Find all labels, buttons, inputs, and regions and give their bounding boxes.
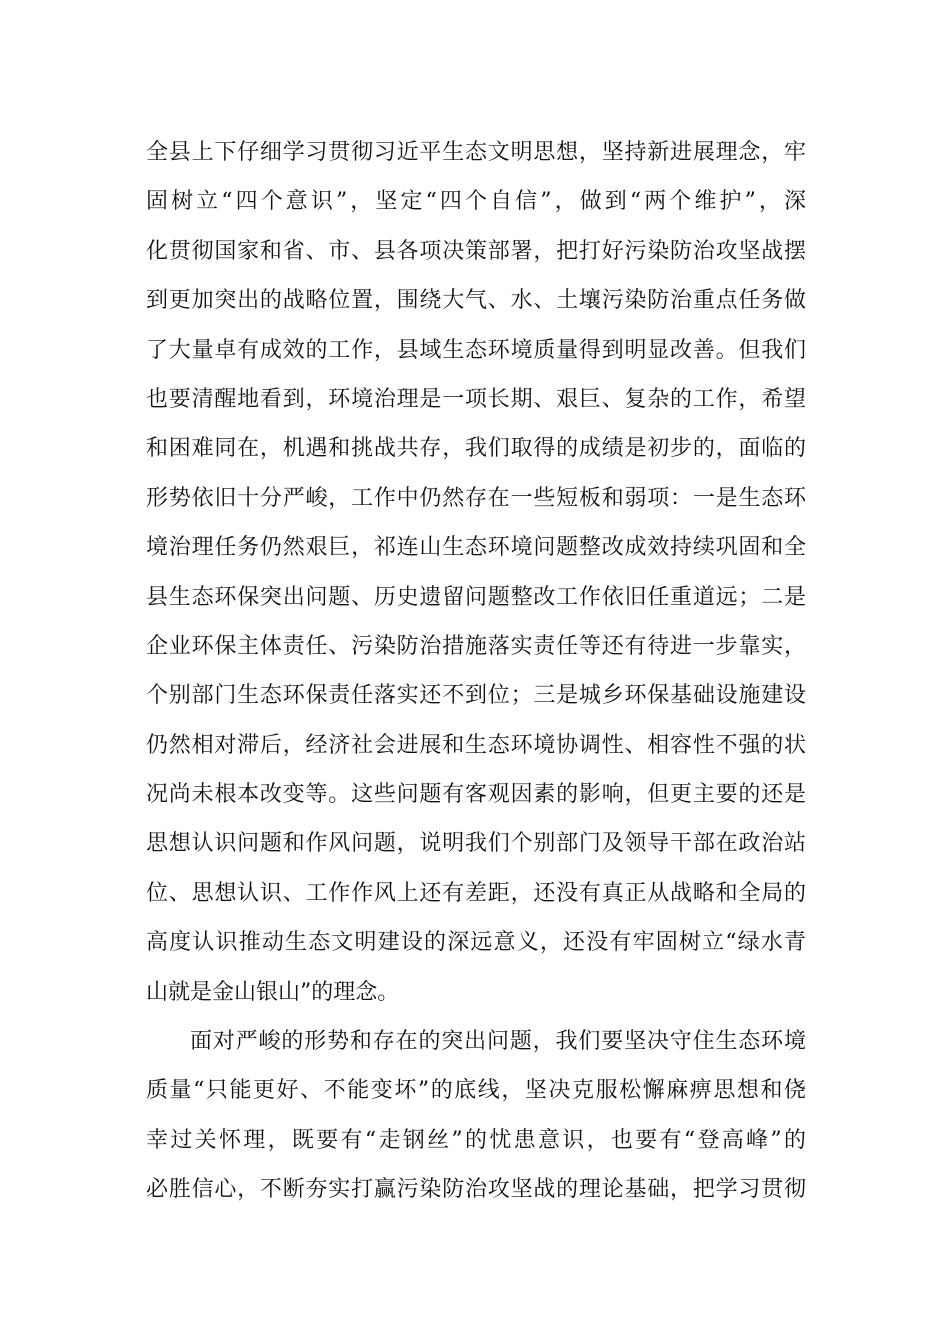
text-line: 也要清醒地看到，环境治理是一项长期、艰巨、复杂的工作，希望: [146, 386, 806, 412]
paragraph-end-line: 山就是金山银山”的理念。: [146, 979, 400, 1005]
text-line: 质量“只能更好、不能变坏”的底线，坚决克服松懈麻痹思想和侥: [146, 1078, 806, 1104]
text-line: 况尚未根本改变等。这些问题有客观因素的影响，但更主要的还是: [146, 782, 806, 808]
paragraph-start-line: 面对严峻的形势和存在的突出问题，我们要坚决守住生态环境: [190, 1029, 806, 1055]
text-line: 高度认识推动生态文明建设的深远意义，还没有牢固树立“绿水青: [146, 930, 806, 956]
text-line: 思想认识问题和作风问题，说明我们个别部门及领导干部在政治站: [146, 831, 806, 857]
text-line: 个别部门生态环保责任落实还不到位；三是城乡环保基础设施建设: [146, 683, 806, 709]
text-line: 了大量卓有成效的工作，县域生态环境质量得到明显改善。但我们: [146, 337, 806, 363]
text-line: 仍然相对滞后，经济社会进展和生态环境协调性、相容性不强的状: [146, 732, 806, 758]
text-line: 幸过关怀理，既要有“走钢丝”的忧患意识，也要有“登高峰”的: [146, 1127, 806, 1153]
body-text: [146, 128, 806, 1215]
text-line: 位、思想认识、工作作风上还有差距，还没有真正从战略和全局的: [146, 880, 806, 906]
text-line: 县生态环保突出问题、历史遗留问题整改工作依旧任重道远；二是: [146, 584, 806, 610]
text-line: 到更加突出的战略位置，围绕大气、水、土壤污染防治重点任务做: [146, 288, 806, 314]
text-line: 化贯彻国家和省、市、县各项决策部署，把打好污染防治攻坚战摆: [146, 238, 806, 264]
text-line: 形势依旧十分严峻，工作中仍然存在一些短板和弱项：一是生态环: [146, 485, 806, 511]
text-line: 和困难同在，机遇和挑战共存，我们取得的成绩是初步的，面临的: [146, 436, 806, 462]
text-line: 全县上下仔细学习贯彻习近平生态文明思想，坚持新进展理念，牢: [146, 140, 806, 165]
text-line: 境治理任务仍然艰巨，祁连山生态环境问题整改成效持续巩固和全: [146, 535, 806, 561]
text-line: 固树立“四个意识”，坚定“四个自信”，做到“两个维护”，深: [146, 189, 806, 215]
text-line: 企业环保主体责任、污染防治措施落实责任等还有待进一步靠实，: [146, 633, 806, 659]
text-line: 必胜信心，不断夯实打赢污染防治攻坚战的理论基础，把学习贯彻: [146, 1177, 806, 1203]
